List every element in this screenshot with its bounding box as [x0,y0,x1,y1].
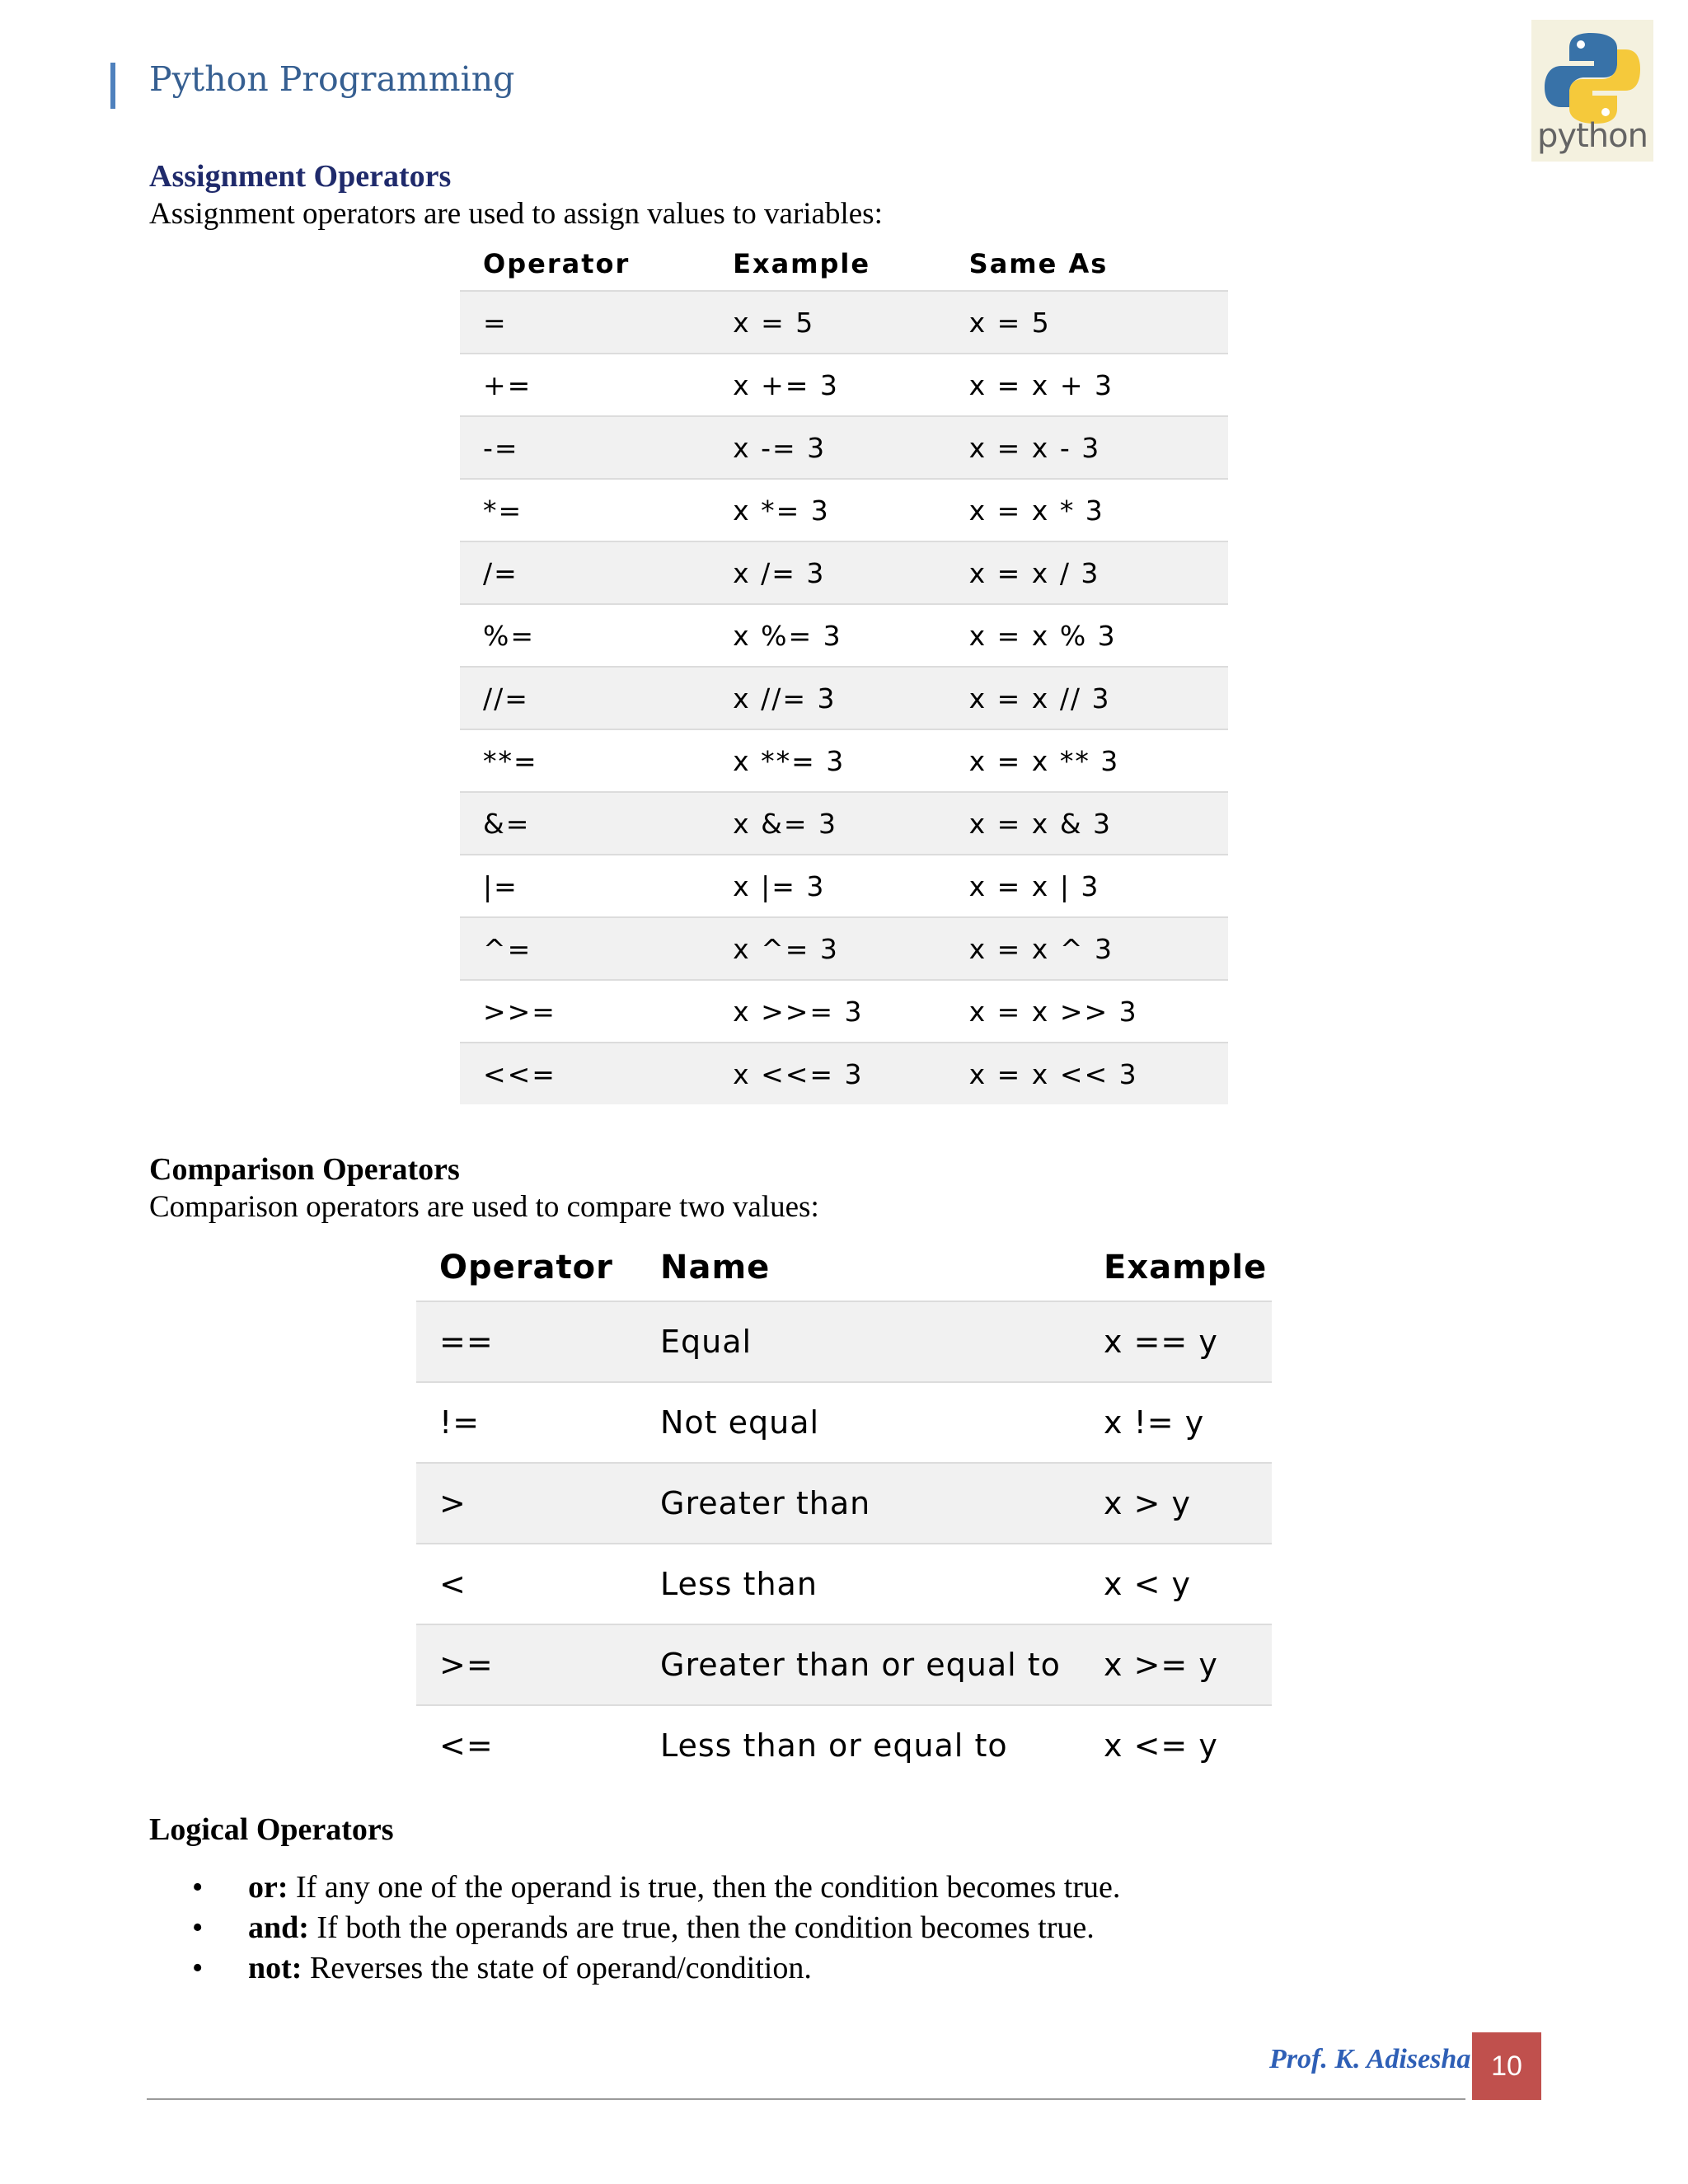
table-header-row [416,1235,1272,1301]
list-item-term: or: [248,1870,288,1905]
operator-cell: < [416,1544,637,1624]
comparison-section-description: Comparison operators are used to compare two values: [149,1190,819,1224]
same-as-cell: x = x - 3 [946,416,1228,479]
operator-cell: > [416,1463,637,1544]
table-row [460,604,1228,667]
operator-cell: == [416,1301,637,1382]
name-cell: Less than [637,1544,1081,1624]
example-cell: x != y [1081,1382,1272,1463]
same-as-cell: x = x // 3 [946,667,1228,729]
operator-cell: >>= [460,980,710,1043]
table-row [460,667,1228,729]
list-item-term: and: [248,1910,309,1945]
same-as-cell: x = x & 3 [946,792,1228,855]
operator-cell: <= [416,1705,637,1785]
list-item-text: If any one of the operand is true, then the condition becomes true. [288,1870,1121,1905]
example-cell: x > y [1081,1463,1272,1544]
footer-divider [147,2098,1465,2100]
table-row [460,980,1228,1043]
operator-cell: ^= [460,917,710,980]
assignment-section-description: Assignment operators are used to assign values to variables: [149,197,883,231]
list-item-text: If both the operands are true, then the condition becomes true. [308,1910,1095,1945]
example-cell: x ^= 3 [710,917,946,980]
example-cell: x **= 3 [710,729,946,792]
same-as-cell: x = x % 3 [946,604,1228,667]
list-item-term: not: [248,1951,302,1985]
operator-cell: += [460,354,710,416]
column-header: Example [1104,1249,1268,1286]
table-row [416,1463,1272,1544]
comparison-section-title: Comparison Operators [149,1152,460,1187]
operator-cell: = [460,291,710,354]
same-as-cell: x = x << 3 [946,1043,1228,1104]
same-as-cell: x = x ** 3 [946,729,1228,792]
same-as-cell: x = x ^ 3 [946,917,1228,980]
table-row [416,1544,1272,1624]
same-as-cell: x = x >> 3 [946,980,1228,1043]
operator-cell: %= [460,604,710,667]
same-as-cell: x = x + 3 [946,354,1228,416]
python-snake-icon [1531,20,1653,129]
name-cell: Less than or equal to [637,1705,1081,1785]
operator-cell: != [416,1382,637,1463]
operator-cell: /= [460,541,710,604]
table-row [460,291,1228,354]
page-number-badge: 10 [1472,2032,1541,2100]
bullet-icon: • [192,1951,204,1985]
list-item-text: Reverses the state of operand/condition. [302,1951,812,1985]
same-as-cell: x = x / 3 [946,541,1228,604]
example-cell: x /= 3 [710,541,946,604]
table-row [460,855,1228,917]
assignment-operators-table [460,237,1228,1104]
operator-cell: **= [460,729,710,792]
example-cell: x >= y [1081,1624,1272,1705]
table-row [416,1705,1272,1785]
example-cell: x < y [1081,1544,1272,1624]
logical-section-title: Logical Operators [149,1812,394,1847]
example-cell: x <= y [1081,1705,1272,1785]
operator-cell: >= [416,1624,637,1705]
table-row [460,416,1228,479]
python-logo-text: python [1537,117,1648,155]
name-cell: Not equal [637,1382,1081,1463]
name-cell: Greater than [637,1463,1081,1544]
table-row [460,541,1228,604]
example-cell: x >>= 3 [710,980,946,1043]
header-accent-bar [110,63,115,109]
same-as-cell: x = x | 3 [946,855,1228,917]
table-row [460,479,1228,541]
operator-cell: <<= [460,1043,710,1104]
column-header: Operator [483,248,631,279]
operator-cell: -= [460,416,710,479]
operator-cell: |= [460,855,710,917]
footer-author: Prof. K. Adisesha [1269,2044,1471,2074]
table-row [460,729,1228,792]
table-row [416,1301,1272,1382]
column-header: Name [660,1249,771,1286]
table-row [416,1382,1272,1463]
table-row [460,1043,1228,1104]
table-row [460,792,1228,855]
same-as-cell: x = 5 [946,291,1228,354]
assignment-section-title: Assignment Operators [149,159,452,194]
example-cell: x <<= 3 [710,1043,946,1104]
same-as-cell: x = x * 3 [946,479,1228,541]
page-header-title: Python Programming [149,59,515,99]
table-header-row [460,237,1228,291]
operator-cell: *= [460,479,710,541]
comparison-operators-table [416,1235,1272,1785]
column-header: Same As [968,248,1109,279]
example-cell: x |= 3 [710,855,946,917]
table-row [460,917,1228,980]
table-row [416,1624,1272,1705]
column-header: Operator [439,1249,613,1286]
table-row [460,354,1228,416]
bullet-icon: • [192,1910,204,1945]
column-header: Example [733,248,871,279]
example-cell: x //= 3 [710,667,946,729]
example-cell: x -= 3 [710,416,946,479]
example-cell: x &= 3 [710,792,946,855]
example-cell: x += 3 [710,354,946,416]
operator-cell: //= [460,667,710,729]
example-cell: x *= 3 [710,479,946,541]
example-cell: x == y [1081,1301,1272,1382]
name-cell: Equal [637,1301,1081,1382]
operator-cell: &= [460,792,710,855]
name-cell: Greater than or equal to [637,1624,1081,1705]
bullet-icon: • [192,1870,204,1905]
example-cell: x = 5 [710,291,946,354]
python-logo [1531,20,1653,162]
example-cell: x %= 3 [710,604,946,667]
